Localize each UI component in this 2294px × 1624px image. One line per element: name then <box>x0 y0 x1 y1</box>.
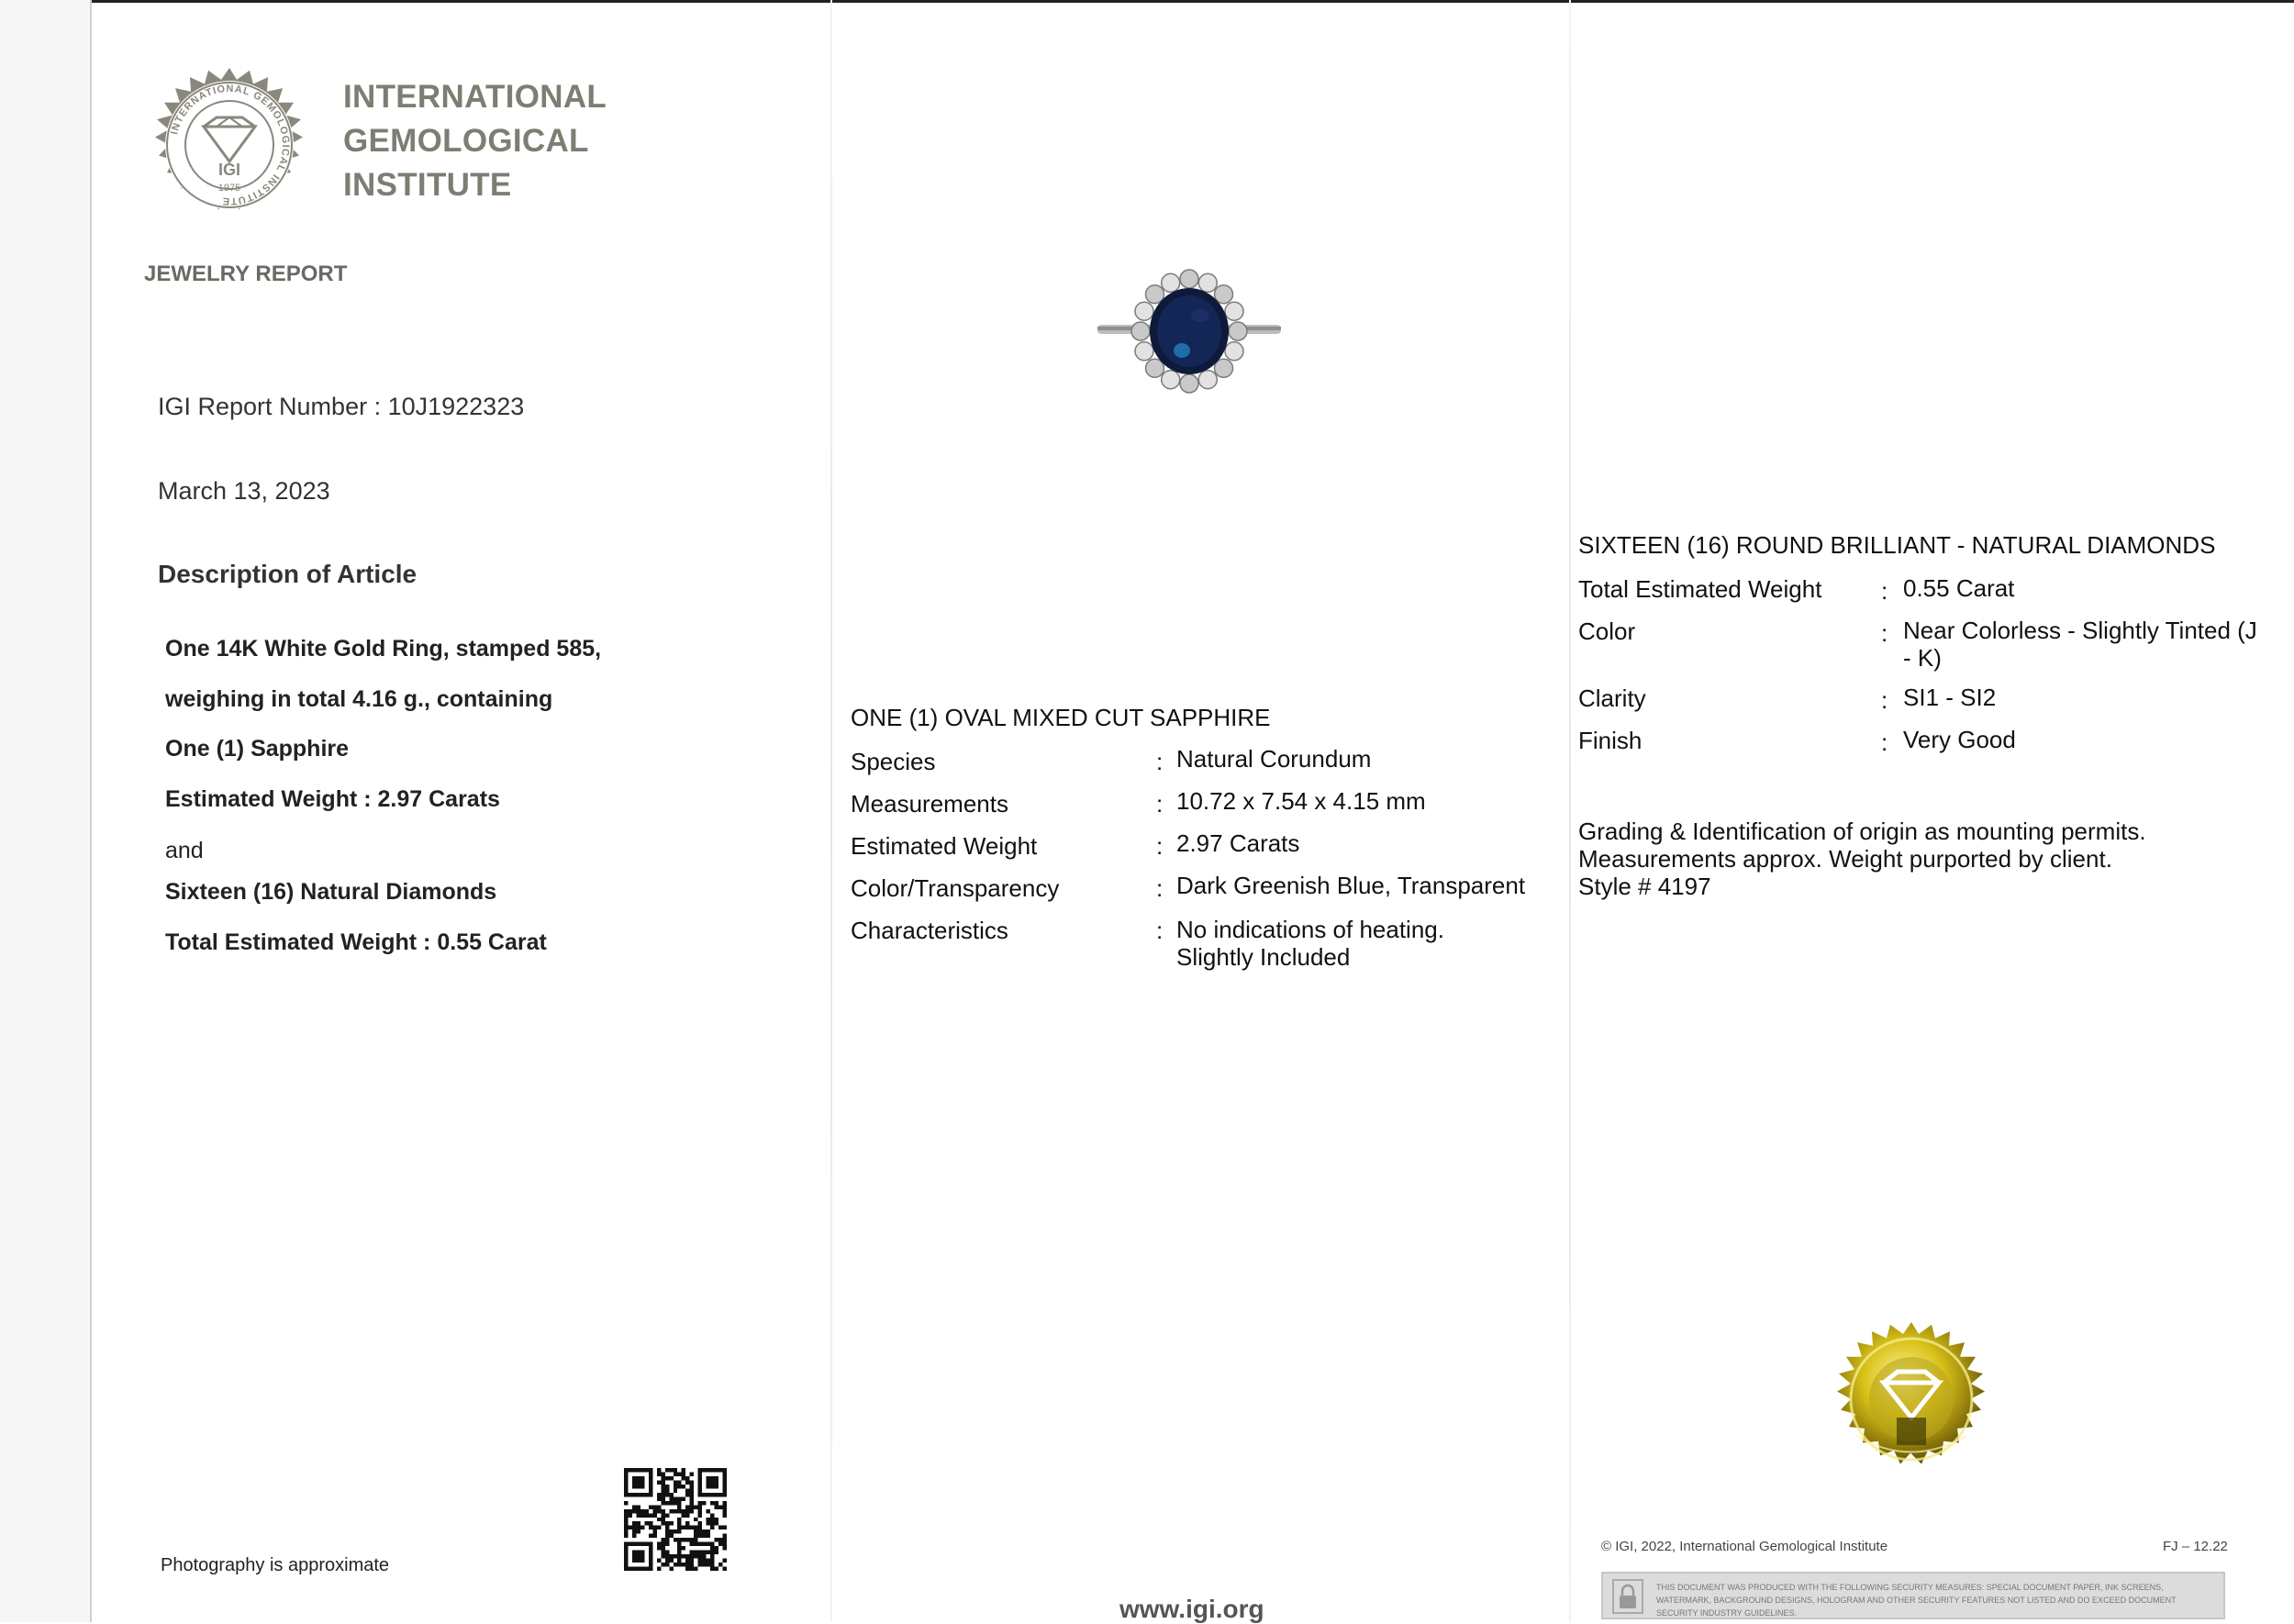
colon: : <box>1156 832 1164 860</box>
security-features-text: THIS DOCUMENT WAS PRODUCED WITH THE FOLLOWING SECURITY MEASURES: SPECIAL DOCUMENT PAPER, INK SCREENS, WATERMARK, BACKGROUND DESIGNS, HOLOGRAM AND OTHER SECURITY FEATURES NOT LISTED AND DO EXCEED DOCUMENT SECURITY INDUSTRY GUIDELINES. <box>1656 1583 2177 1618</box>
halo-diamond <box>1131 322 1150 340</box>
diamonds-heading: SIXTEEN (16) ROUND BRILLIANT - NATURAL DIAMONDS <box>1578 531 2216 559</box>
colon: : <box>1881 577 1888 605</box>
measurements-note: Measurements approx. Weight purported by client. <box>1578 845 2112 873</box>
sapphire-label-color: Color/Transparency <box>851 874 1060 902</box>
diamonds-label-color: Color <box>1578 617 1636 645</box>
diamonds-value-weight: 0.55 Carat <box>1903 574 2015 602</box>
halo-diamond <box>1180 270 1198 288</box>
sapphire-value-species: Natural Corundum <box>1176 745 1372 773</box>
copyright-notice: © IGI, 2022, International Gemological Institute <box>1601 1539 1888 1554</box>
halo-diamond <box>1135 342 1153 361</box>
diamonds-label-clarity: Clarity <box>1578 684 1646 712</box>
halo-diamond <box>1162 371 1180 389</box>
halo-diamond <box>1180 374 1198 393</box>
diamonds-value-clarity: SI1 - SI2 <box>1903 684 1997 711</box>
description-line: weighing in total 4.16 g., containing <box>165 686 553 712</box>
form-code: FJ – 12.22 <box>2163 1539 2228 1554</box>
sapphire-label-measurements: Measurements <box>851 790 1008 818</box>
diamonds-value-color-cont: - K) <box>1903 644 1942 672</box>
security-features-bar <box>1601 1572 2225 1619</box>
seal-ring-text: INTERNATIONAL GEMOLOGICAL INSTITUTE <box>169 83 292 207</box>
fold-line-right <box>1569 0 1571 1622</box>
report-number: IGI Report Number : 10J1922323 <box>158 393 525 420</box>
diamonds-value-finish: Very Good <box>1903 726 2016 753</box>
seal-monogram: IGI <box>217 161 241 179</box>
halo-diamond <box>1225 302 1243 320</box>
sapphire-heading: ONE (1) OVAL MIXED CUT SAPPHIRE <box>851 704 1271 731</box>
org-name-line-2: GEMOLOGICAL <box>343 123 589 159</box>
grading-note: Grading & Identification of origin as mounting permits. <box>1578 818 2146 845</box>
description-line: One (1) Sapphire <box>165 736 350 762</box>
halo-diamond <box>1229 322 1247 340</box>
halo-diamond <box>1215 285 1233 304</box>
description-line: Sixteen (16) Natural Diamonds <box>165 879 497 905</box>
padlock-icon <box>1612 1579 1643 1614</box>
halo-diamond <box>1162 273 1180 292</box>
halo-diamond <box>1135 302 1153 320</box>
description-heading: Description of Article <box>158 560 418 588</box>
colon: : <box>1156 917 1164 944</box>
sapphire-label-characteristics: Characteristics <box>851 917 1008 944</box>
report-type: JEWELRY REPORT <box>144 261 348 286</box>
colon: : <box>1156 790 1164 818</box>
sapphire-label-species: Species <box>851 748 936 775</box>
colon: : <box>1156 874 1164 902</box>
description-line: Total Estimated Weight : 0.55 Carat <box>165 929 547 955</box>
halo-diamond <box>1198 371 1217 389</box>
photo-note: Photography is approximate <box>161 1555 390 1575</box>
halo-diamond <box>1215 359 1233 377</box>
description-line: and <box>165 838 204 863</box>
sapphire-label-weight: Estimated Weight <box>851 832 1038 860</box>
sapphire-value-color: Dark Greenish Blue, Transparent <box>1176 872 1526 899</box>
halo-diamond <box>1198 273 1217 292</box>
organization-name <box>343 75 607 207</box>
description-line: Estimated Weight : 2.97 Carats <box>165 786 500 812</box>
halo-diamond <box>1146 285 1164 304</box>
colon: : <box>1881 619 1888 647</box>
fold-line-left <box>830 0 832 1622</box>
diamonds-value-color: Near Colorless - Slightly Tinted (J <box>1903 617 2257 644</box>
report-date: March 13, 2023 <box>158 477 330 505</box>
style-number: Style # 4197 <box>1578 873 1711 900</box>
org-name-line-3: INSTITUTE <box>343 167 512 203</box>
colon: : <box>1881 686 1888 714</box>
diamonds-label-finish: Finish <box>1578 727 1643 754</box>
colon: : <box>1881 729 1888 756</box>
sapphire-value-characteristics: No indications of heating. <box>1176 916 1444 943</box>
org-name-line-1: INTERNATIONAL <box>343 79 607 115</box>
sapphire-value-measurements: 10.72 x 7.54 x 4.15 mm <box>1176 787 1426 815</box>
sapphire-value-clarity-note: Slightly Included <box>1176 943 1351 971</box>
sapphire-value-weight: 2.97 Carats <box>1176 829 1300 857</box>
hologram-seal <box>1820 1307 2003 1491</box>
seal-year: 1975 <box>217 183 241 194</box>
halo-diamond <box>1225 342 1243 361</box>
colon: : <box>1156 748 1164 775</box>
page-top-edge <box>0 0 2294 3</box>
diamonds-label-weight: Total Estimated Weight <box>1578 575 1822 603</box>
scan-left-margin <box>0 0 92 1622</box>
website-link[interactable]: www.igi.org <box>1119 1595 1264 1623</box>
igi-seal-logo <box>138 53 321 237</box>
description-line: One 14K White Gold Ring, stamped 585, <box>165 636 602 662</box>
qr-code[interactable] <box>624 1468 727 1571</box>
ring-photo <box>1097 259 1281 406</box>
halo-diamond <box>1146 359 1164 377</box>
